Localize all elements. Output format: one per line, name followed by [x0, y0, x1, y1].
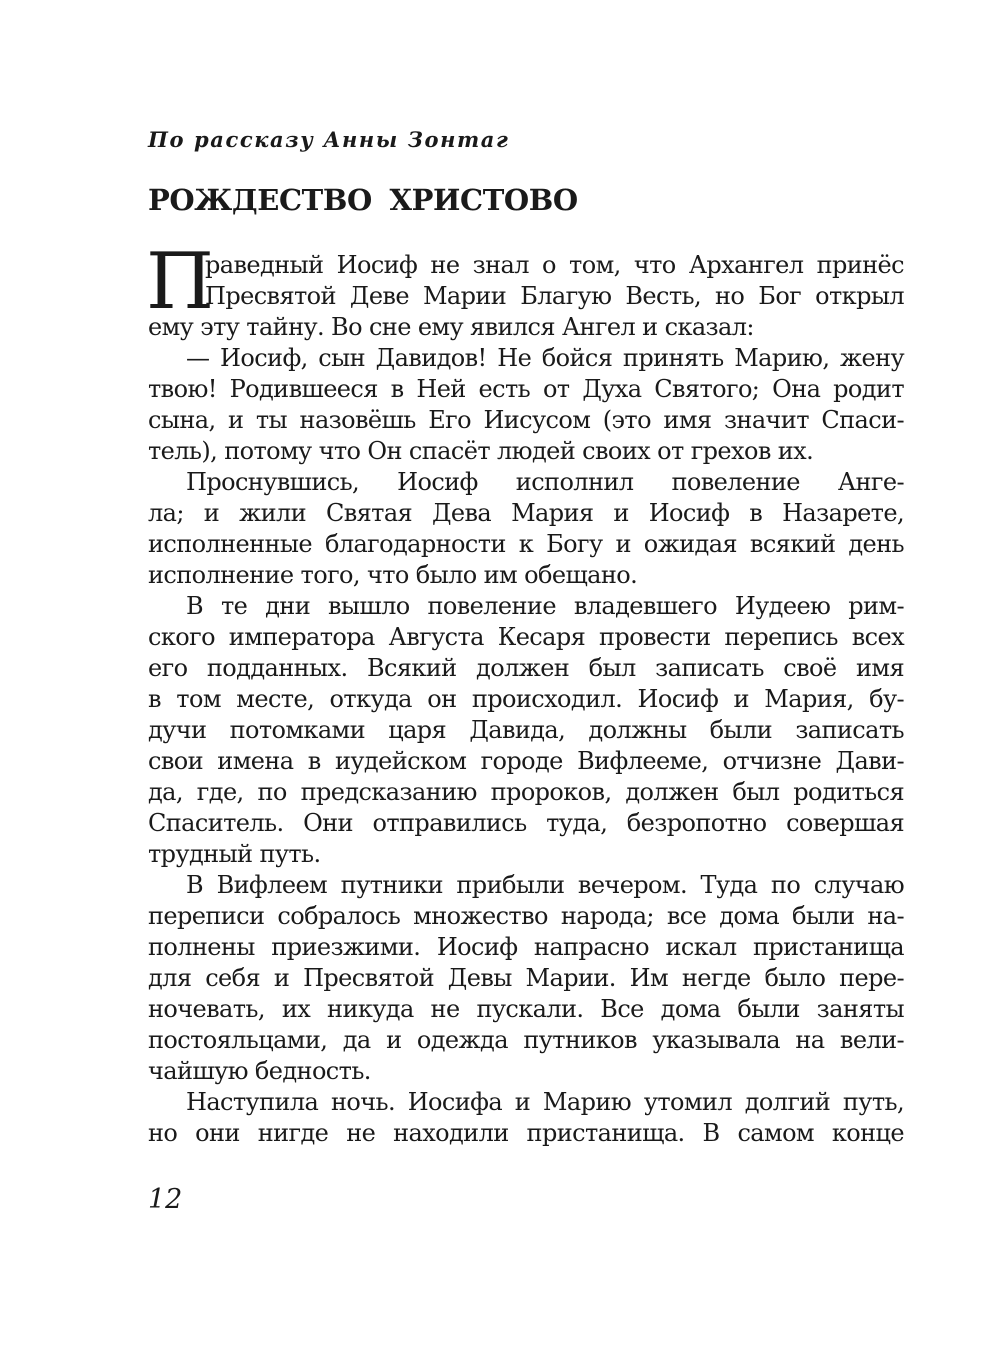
text-line: Пресвятой Деве Марии Благую Весть, но Бог открыл	[205, 282, 904, 310]
text-line: для себя и Пресвятой Девы Марии. Им негде было пере-	[148, 964, 904, 992]
text-line: свои имена в иудейском городе Вифлееме, отчизне Дави-	[148, 747, 904, 775]
text-line: исполненные благодарности к Богу и ожидая всякий день	[148, 530, 904, 558]
text-line: чайшую бедность.	[148, 1057, 371, 1085]
text-line: постояльцами, да и одежда путников указывала на вели-	[148, 1026, 904, 1054]
text-line: твою! Родившееся в Ней есть от Духа Святого; Она родит	[148, 375, 904, 403]
text-line: да, где, по предсказанию пророков, должен был родиться	[148, 778, 904, 806]
text-line: ему эту тайну. Во сне ему явился Ангел и сказал:	[148, 313, 754, 341]
page-number: 12	[148, 1184, 183, 1215]
text-line: дучи потомками царя Давида, должны были записать	[148, 716, 904, 744]
text-line: — Иосиф, сын Давидов! Не бойся принять Марию, жену	[186, 344, 904, 372]
text-line: В Вифлеем путники прибыли вечером. Туда по случаю	[186, 871, 904, 899]
text-line: ского императора Августа Кесаря провести перепись всех	[148, 623, 904, 651]
text-line: исполнение того, что было им обещано.	[148, 561, 638, 589]
text-line: в том месте, откуда он происходил. Иосиф и Мария, бу-	[148, 685, 904, 713]
drop-cap: П	[146, 237, 215, 327]
text-line: его подданных. Всякий должен был записать своё имя	[148, 654, 904, 682]
text-line: полнены приезжими. Иосиф напрасно искал пристанища	[148, 933, 904, 961]
text-line: но они нигде не находили пристанища. В самом конце	[148, 1119, 904, 1147]
text-line: трудный путь.	[148, 840, 321, 868]
text-line: раведный Иосиф не знал о том, что Архангел принёс	[205, 251, 904, 279]
text-line: Спаситель. Они отправились туда, безропотно совершая	[148, 809, 904, 837]
story-text	[146, 237, 904, 1149]
text-line: сына, и ты назовёшь Его Иисусом (это имя значит Спаси-	[148, 406, 904, 434]
text-line: тель), потому что Он спасёт людей своих от грехов их.	[148, 437, 814, 465]
text-line: ла; и жили Святая Дева Мария и Иосиф в Назарете,	[148, 499, 904, 527]
chapter-title: РОЖДЕСТВО ХРИСТОВО	[148, 183, 578, 217]
text-line: Проснувшись, Иосиф исполнил повеление Анге-	[186, 468, 904, 496]
text-line: Наступила ночь. Иосифа и Марию утомил долгий путь,	[186, 1088, 904, 1116]
text-line: ночевать, их никуда не пускали. Все дома были заняты	[148, 995, 904, 1023]
text-line: В те дни вышло повеление владевшего Иудеею рим-	[186, 592, 904, 620]
author-attribution: По рассказу Анны Зонтаг	[148, 127, 510, 152]
text-line: переписи собралось множество народа; все дома были на-	[148, 902, 904, 930]
